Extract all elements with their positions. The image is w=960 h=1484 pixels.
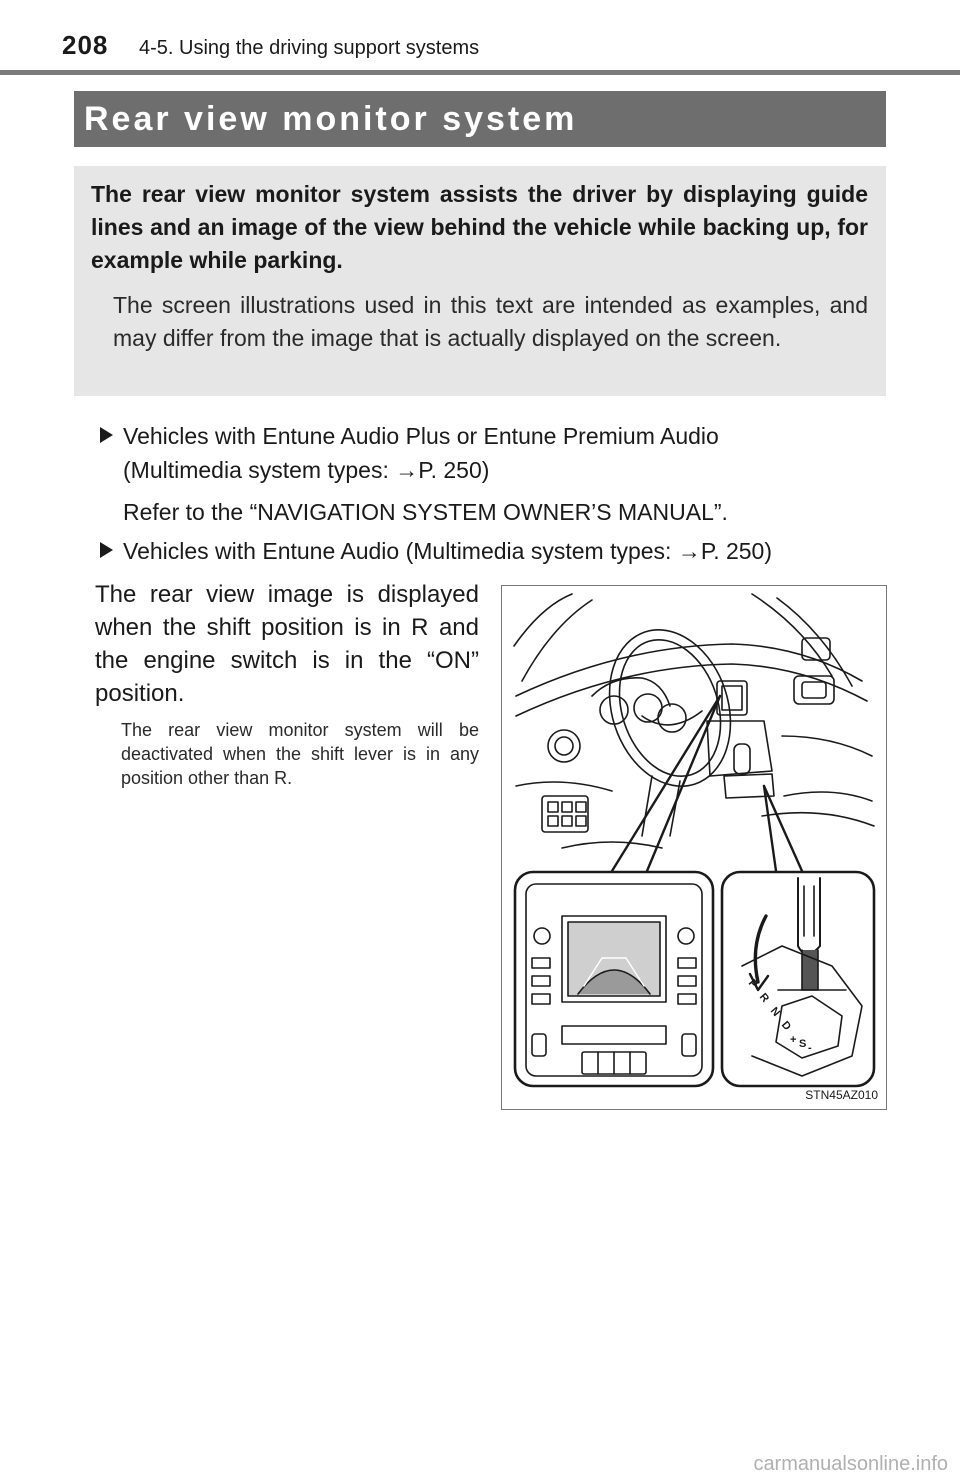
cockpit-drawing [502,586,886,1109]
intro-lead [91,178,868,277]
body-note-line: be deactivated when the shift lever [121,720,479,764]
body-line: The rear view image is displayed [95,581,479,608]
intro-lead-line: The rear view monitor system assists the driver by displaying [91,181,797,207]
intro-lead-line: backing up, for example while parking. [91,214,869,273]
body-paragraph [95,578,479,710]
title-bar [74,91,886,147]
body-line: the engine switch is in the “ON” [95,647,479,674]
body-note [121,718,479,790]
shift-letter: R [756,991,772,1005]
watermark: carmanualsonline.info [753,1453,948,1475]
body-line: when the shift position is in R and [95,614,479,641]
figure-code: STN45AZ010 [805,1088,878,1102]
page-header [0,0,960,76]
body-note-line: The rear view monitor system will [121,720,443,740]
shift-letter: S [799,1038,807,1050]
shift-letter: P [745,977,760,991]
intro-note [113,289,868,355]
bullet-line: Vehicles with Entune Audio Plus or Entune Premium Audio [123,423,719,449]
body-note-line: is in any position other than R. [121,744,479,788]
page-title: Rear view monitor system [84,100,578,138]
shift-letter: - [808,1042,812,1054]
shift-letter: N [767,1005,783,1019]
bullet-line: Refer to the “NAVIGATION SYSTEM OWNER’S MANUAL”. [123,499,728,525]
intro-lead-line: guide lines and an image of the view behind the vehicle while [91,181,868,240]
section-label: 4-5. Using the driving support systems [139,37,480,59]
shift-letter: D [778,1019,794,1033]
body-line: position. [95,680,185,707]
header-rule [0,70,960,75]
intro-note-line: The screen illustrations used in this text are intended as examples, [113,292,821,318]
bullet-line: Vehicles with Entune Audio (Multimedia system types: →P. 250) [123,538,773,564]
intro-box [74,166,886,396]
intro-note-line: and may differ from the image that is actually displayed on the [113,292,869,351]
intro-note-line: screen. [705,325,782,351]
bullet-line: (Multimedia system types: →P. 250) [123,457,490,483]
triangle-bullet-icon [100,427,113,443]
cockpit-illustration [501,585,887,1110]
triangle-bullet-icon [100,542,113,558]
shift-letter: + [790,1034,797,1046]
page-number: 208 [62,30,109,60]
